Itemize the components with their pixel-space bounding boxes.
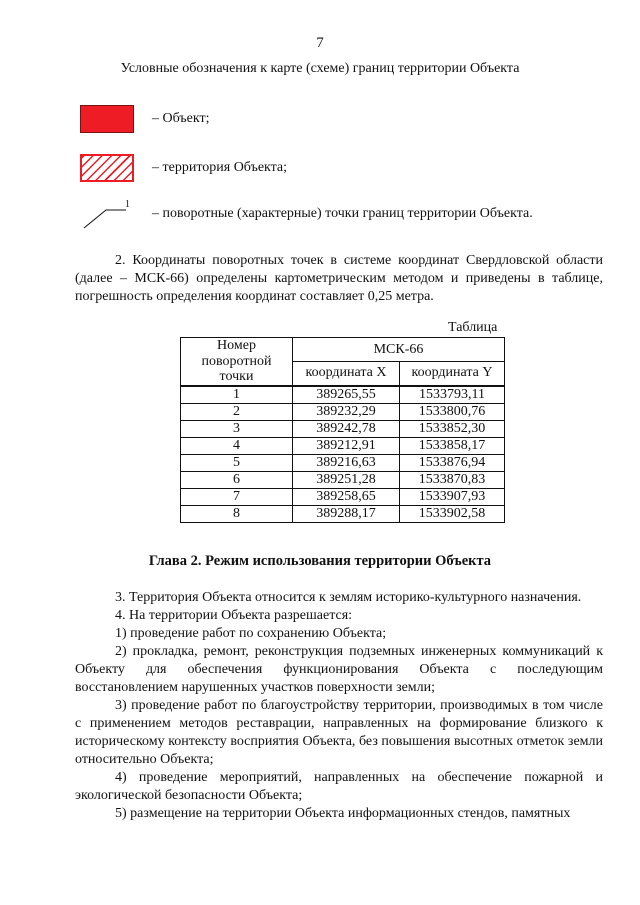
turning-point-marker: 1 — [125, 199, 130, 210]
header-coord-x: координата X — [293, 361, 400, 385]
table-row: 8 389288,17 1533902,58 — [181, 505, 505, 522]
table-row: 1 389265,55 1533793,11 — [181, 386, 505, 404]
turning-point-icon — [80, 198, 134, 230]
legend-label: – Объект; — [152, 111, 210, 126]
table-caption: Таблица — [448, 320, 498, 335]
header-coord-y: координата Y — [400, 361, 505, 385]
header-msk66: МСК-66 — [293, 338, 505, 362]
table-row: 2 389232,29 1533800,76 — [181, 403, 505, 420]
legend-item-turning-point — [80, 198, 533, 230]
territory-hatch-icon — [80, 154, 134, 182]
paragraph-4: 4. На территории Объекта разрешается: — [115, 608, 353, 623]
regime-text — [75, 589, 603, 823]
legend-label: – территория Объекта; — [152, 160, 288, 175]
header-point-number: Номер поворотной точки — [181, 338, 293, 386]
legend-item-territory — [80, 154, 287, 182]
coordinates-table — [180, 337, 505, 523]
paragraph-3: 3. Территория Объекта относится к землям историко-культурного назначения. — [115, 590, 582, 605]
table-row: 5 389216,63 1533876,94 — [181, 454, 505, 471]
list-item: 5) размещение на территории Объекта информационных стендов, памятных — [115, 806, 571, 821]
list-item: 2) прокладка, ремонт, реконструкция подземных инженерных коммуникаций к Объекту для обеспечения функционирования Объекта с последующим восстановлением нарушенных участков поверхности земли; — [75, 644, 603, 695]
legend-item-object — [80, 105, 209, 133]
list-item: 4) проведение мероприятий, направленных на обеспечение пожарной и экологической безопасности Объекта; — [75, 770, 603, 803]
legend-label: – поворотные (характерные) точки границ территории Объекта. — [152, 206, 533, 221]
legend-title: Условные обозначения к карте (схеме) границ территории Объекта — [120, 61, 520, 76]
list-item: 1) проведение работ по сохранению Объекта; — [115, 626, 387, 641]
table-row: 7 389258,65 1533907,93 — [181, 488, 505, 505]
object-fill-icon — [80, 105, 134, 133]
page-number: 7 — [316, 35, 324, 51]
list-item: 3) проведение работ по благоустройству территории, производимых в том числе с применением методов реставрации, направленных на формирование близкого к историческому контексту восприятия Объекта, без повышения высотных отметок земли относительно Объекта; — [75, 698, 603, 767]
chapter-title: Глава 2. Режим использования территории Объекта — [148, 553, 492, 569]
table-row: 4 389212,91 1533858,17 — [181, 437, 505, 454]
table-row: 6 389251,28 1533870,83 — [181, 471, 505, 488]
table-row: 3 389242,78 1533852,30 — [181, 420, 505, 437]
paragraph-coordinates: 2. Координаты поворотных точек в системе координат Свердловской области (далее – МСК-66) определены картометрическим методом и приведены в таблице, погрешность определения координат составляет 0,25 метра. — [75, 253, 603, 304]
